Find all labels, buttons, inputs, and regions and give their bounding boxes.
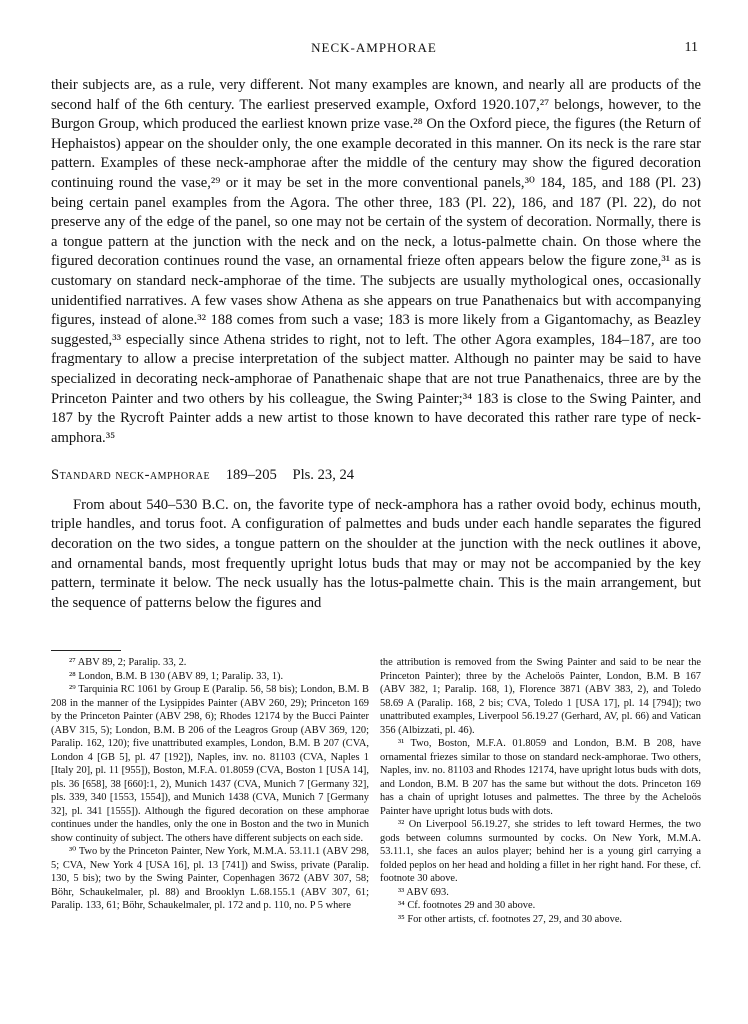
section-heading <box>51 466 701 486</box>
running-title: NECK-AMPHORAE <box>311 40 437 55</box>
running-header <box>0 40 748 60</box>
footnote: ³⁵ For other artists, cf. footnotes 27, 29, and 30 above. <box>398 913 623 925</box>
main-text <box>51 76 701 613</box>
footnote: ³⁴ Cf. footnotes 29 and 30 above. <box>398 900 536 911</box>
footnote: ²⁸ London, B.M. B 130 (ABV 89, 1; Paralip. 33, 1). <box>69 670 284 682</box>
footnote: ³¹ Two, Boston, M.F.A. 01.8059 and London, B.M. B 208, have ornamental friezes similar to those on standard neck-amphorae. Two others, Naples, inv. no. 81103 and Rhodes 12174, have upright lotus buds with dots, and London, B.M. B 207 has the same but without the dots. Princeton 169 has a chain of upright lotuses and palmettes. The three by the Acheloös Painter have upright lotus buds with dots. <box>380 738 701 817</box>
section-plates: Pls. 23, 24 <box>292 467 355 484</box>
footnote: ³³ ABV 693. <box>398 886 449 898</box>
footnote: ²⁹ Tarquinia RC 1061 by Group E (Paralip. 56, 58 bis); London, B.M. B 208 in the manner of the Lysippides Painter (ABV 260, 29); Princeton 169 by the Princeton Painter (ABV 298, 6); Rhodes 12174 by the Bucci Painter (ABV 315, 5); London, B.M. B 206 of the Leagros Group (ABV 369, 120; Paralip. 162, 120); five unattributed examples, London, B.M. B 207 (CVA, London 4 [GB 5], pl. 47 [192]), Naples, inv. no. 81103 (CVA, Naples 1 [Italy 20], pl. 11 [955]), Boston, M.F.A. 01.8059 (CVA, Boston 1 [USA 14], pls. 36 [658], 38 [660]:1, 2), Munich 1437 (CVA, Munich 7 [Germany 32], pls. 339, 340 [1553, 1554]), and Munich 1438 (CVA, Munich 7 [Germany 32], pl. 341 [1555]). Although the figured decoration on these amphorae continues under the handles, only the one in Boston and the two in Munich show continuity of subject. The others have different subjects on each side. <box>51 684 369 844</box>
footnotes-left-column <box>51 656 369 913</box>
section-title: Standard neck-amphorae <box>51 467 211 484</box>
body-paragraph-1: their subjects are, as a rule, very different. Not many examples are known, and nearly all are products of the second half of the 6th century. The earliest preserved example, Oxford 1920.107,²⁷ belongs, however, to the Burgon Group, which produced the earliest known prize vase.²⁸ On the Oxford piece, the figures (the Return of Hephaistos) appear on the shoulder only, the one example decorated in this manner. On its neck is the rare star pattern. Examples of these neck-amphorae after the middle of the century may show the figured decoration continuing round the vase,²⁹ or it may be set in the more conventional panels,³⁰ 184, 185, and 188 (Pl. 23) being certain panel examples from the Agora. The other three, 183 (Pl. 22), 186, and 187 (Pl. 22), do not preserve any of the edge of the panel, so one may not be certain of the system of decoration. Normally, there is a tongue pattern at the junction with the neck and on the neck, a lotus-palmette chain. On those where the figured decoration continues round the vase, an ornamental frieze often appears below the figure zone,³¹ as is customary on standard neck-amphorae of the time. The subjects are usually mythological ones, occasionally unidentified narratives. A few vases show Athena as she appears on true Panathenaics but with accompanying figures, instead of alone.³² 188 comes from such a vase; 183 is more likely from a Gigantomachy, as Beazley suggested,³³ especially since Athena strides to right, not to left. The other Agora examples, 184–187, are too fragmentary to allow a precise interpretation of the subject matter. Although no painter may be said to have specialized in decorating neck-amphorae of Panathenaic shape that are not true Panathenaics, three are by the Princeton Painter and two others by his colleague, the Swing Painter;³⁴ 183 is close to the Swing Painter, and 187 by the Rycroft Painter adds a new artist to those known to have decorated this rather rare type of neck-amphora.³⁵ <box>51 77 701 446</box>
footnote: ²⁷ ABV 89, 2; Paralip. 33, 2. <box>69 657 187 668</box>
footnote: ³² On Liverpool 56.19.27, she strides to left toward Hermes, the two gods between columns surmounted by cocks. On New York, M.M.A. 53.11.1, she faces an aulos player; behind her is a young girl carrying a folded peplos on her head and holding a fillet in her right hand. For these, cf. footnote 30 above. <box>380 819 701 884</box>
section-catalogue-numbers: 189–205 <box>225 467 277 484</box>
footnotes-right-column <box>380 656 701 926</box>
page-number: 11 <box>684 40 698 55</box>
footnote-continuation: the attribution is removed from the Swing Painter and said to be near the Princeton Painter); three by the Acheloös Painter, London, B.M. B 167 (ABV 382, 1; Paralip. 168, 1), Florence 3871 (ABV 383, 2), and Toledo 58.69 A (Paralip. 168, 2 bis; CVA, Toledo 1 [USA 17], pl. 14 [794]); two unattributed examples, Liverpool 56.19.27 (Gerhard, AV, pl. 66) and Vatican 356 (Albizzati, pl. 46). <box>380 657 701 736</box>
footnote: ³⁰ Two by the Princeton Painter, New York, M.M.A. 53.11.1 (ABV 298, 5; CVA, New York 4 [USA 16], pl. 13 [741]) and Swiss, private (Paralip. 130, 5 bis); two by the Swing Painter, Copenhagen 3672 (ABV 307, 58; Böhr, Schaukelmaler, pl. 88) and Brooklyn L.68.155.1 (ABV 307, 61; Paralip. 133, 61; Böhr, Schaukelmaler, pl. 172 and p. 110, no. P 5 where <box>51 846 369 911</box>
footnote-divider <box>51 650 121 651</box>
body-paragraph-2: From about 540–530 B.C. on, the favorite type of neck-amphora has a rather ovoid body, echinus mouth, triple handles, and torus foot. A configuration of palmettes and buds under each handle separates the figured decoration on the two sides, a tongue pattern on the shoulder at the junction with the neck outlines it above, and ornamental bands, most frequently upright lotus buds that may or may not be accompanied by the key pattern, terminate it below. The neck usually has the lotus-palmette chain. This is the main arrangement, but the sequence of patterns below the figures and <box>51 496 701 611</box>
